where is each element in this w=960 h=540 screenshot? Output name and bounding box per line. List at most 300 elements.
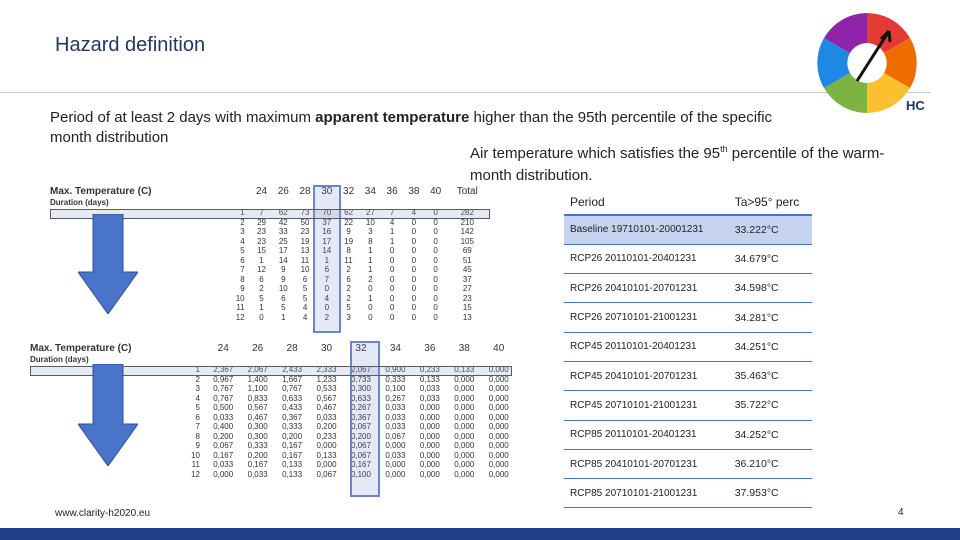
duration-cell: 5: [240, 246, 245, 255]
air-note-sup: th: [720, 144, 728, 154]
value-cell: 0,300: [247, 431, 268, 441]
value-cell: 210: [460, 217, 474, 227]
value-cell: 7: [259, 208, 264, 217]
value-cell: 0: [389, 255, 395, 265]
value-cell: 0,000: [454, 460, 475, 469]
duration-cell: 8: [240, 274, 245, 284]
value-cell: 0: [433, 246, 438, 255]
value-cell: 10: [278, 284, 288, 293]
value-cell: 0,033: [213, 412, 234, 422]
percentile-value-cell: 35.722°C: [729, 391, 812, 420]
value-cell: 6: [324, 265, 330, 274]
value-cell: 5: [281, 303, 286, 312]
value-cell: 0,033: [385, 450, 406, 460]
value-cell: 0,000: [419, 431, 440, 441]
value-cell: 0,033: [213, 460, 234, 469]
value-cell: 7: [324, 274, 330, 284]
footer-band: [0, 528, 960, 540]
percentile-column-header: Ta>95° perc: [729, 190, 812, 215]
value-cell: 0,000: [419, 412, 440, 422]
value-cell: 5: [346, 303, 351, 312]
percentile-value-cell: 37.953°C: [729, 479, 812, 508]
duration-cell: 11: [236, 303, 245, 312]
column-header: 28: [286, 343, 298, 354]
value-cell: 0: [411, 312, 417, 322]
down-arrow-icon: [78, 364, 138, 466]
value-cell: 33: [278, 227, 288, 236]
empty-cell: [240, 355, 274, 365]
duration-cell: 9: [195, 441, 200, 450]
value-cell: 0,100: [350, 469, 371, 479]
percentile-value-cell: 34.281°C: [729, 303, 812, 332]
value-cell: 0,000: [488, 384, 509, 393]
value-cell: 0: [433, 236, 438, 246]
value-cell: 5: [302, 284, 308, 293]
period-cell: RCP26 20710101-21001231: [564, 303, 729, 332]
period-cell: RCP45 20710101-21001231: [564, 391, 729, 420]
column-header: 38: [408, 186, 420, 197]
value-cell: 1,100: [247, 384, 268, 393]
title-divider: [0, 92, 930, 93]
value-cell: 16: [322, 227, 332, 236]
value-cell: 0,333: [247, 441, 268, 450]
value-cell: 0,067: [350, 450, 371, 460]
value-cell: 0,000: [454, 441, 475, 450]
value-cell: 0,767: [213, 384, 234, 393]
value-cell: 0: [411, 217, 417, 227]
value-cell: 9: [281, 274, 286, 284]
period-cell: RCP85 20110101-20401231: [564, 420, 729, 449]
value-cell: 282: [460, 208, 474, 217]
value-cell: 0,067: [350, 441, 371, 450]
duration-cell: 12: [235, 312, 245, 322]
value-cell: 1: [368, 255, 373, 265]
value-cell: 19: [300, 236, 310, 246]
counts-34-column-highlight: [313, 185, 341, 333]
value-cell: 12: [257, 265, 266, 274]
value-cell: 8: [346, 246, 351, 255]
period-column-header: Period: [564, 190, 729, 215]
column-header: 30: [321, 186, 333, 197]
value-cell: 4: [302, 312, 308, 322]
duration-cell: 6: [240, 255, 245, 265]
duration-cell: 10: [191, 450, 200, 460]
down-arrow-icon: [78, 214, 138, 314]
value-cell: 0: [433, 265, 438, 274]
temperature-axis-label: Max. Temperature (C): [30, 343, 132, 354]
percentile-value-cell: 33.222°C: [729, 215, 812, 244]
intro-text-bold: apparent temperature: [315, 109, 470, 126]
value-cell: 105: [460, 236, 474, 246]
empty-cell: [447, 198, 488, 208]
table-header-row: [28, 342, 516, 355]
value-cell: 9: [346, 227, 351, 236]
duration-cell: 2: [240, 217, 245, 227]
value-cell: 1,400: [247, 374, 268, 384]
value-cell: 0,467: [316, 403, 337, 412]
period-row: [564, 449, 812, 478]
period-row: [564, 332, 812, 361]
period-row: [564, 244, 812, 273]
column-header: Total: [456, 186, 478, 197]
duration-cell: 7: [240, 265, 245, 274]
table-header-row: [48, 185, 488, 198]
value-cell: 6: [302, 274, 308, 284]
value-cell: 0,033: [385, 412, 406, 422]
logo-hc-label: HC: [906, 98, 925, 113]
value-cell: 0,000: [454, 403, 475, 412]
value-cell: 37: [462, 274, 472, 284]
value-cell: 0,000: [454, 384, 475, 393]
value-cell: 0,300: [247, 422, 268, 431]
value-cell: 5: [302, 293, 308, 303]
value-cell: 0,033: [419, 384, 440, 393]
value-cell: 142: [460, 227, 474, 236]
value-cell: 2: [346, 284, 351, 293]
value-cell: 0,000: [454, 422, 475, 431]
value-cell: 0: [433, 312, 438, 322]
value-cell: 0: [389, 274, 395, 284]
value-cell: 1: [259, 303, 264, 312]
value-cell: 42: [278, 217, 288, 227]
value-cell: 23: [257, 236, 266, 246]
value-cell: 0,167: [247, 460, 268, 469]
duration-cell: 2: [195, 374, 200, 384]
value-cell: 0,133: [419, 374, 440, 384]
air-note-part2: percentile of the warm-month distribution.: [470, 145, 885, 184]
value-cell: 2: [368, 274, 373, 284]
website-url: www.clarity-h2020.eu: [55, 508, 151, 519]
column-header: 34: [364, 186, 376, 197]
value-cell: 0,767: [213, 393, 234, 403]
value-cell: 4: [324, 293, 330, 303]
value-cell: 0,000: [385, 460, 406, 469]
value-cell: 0,633: [282, 393, 303, 403]
value-cell: 0,300: [350, 384, 371, 393]
value-cell: 0,133: [282, 469, 303, 479]
value-cell: 0,233: [316, 431, 337, 441]
value-cell: 0,433: [282, 403, 303, 412]
value-cell: 0,567: [247, 403, 268, 412]
value-cell: 0: [389, 293, 395, 303]
value-cell: 0,200: [350, 431, 371, 441]
value-cell: 70: [322, 208, 332, 217]
percentile-value-cell: 36.210°C: [729, 449, 812, 478]
empty-cell: [309, 355, 343, 365]
column-header: 36: [424, 343, 436, 354]
duration-cell: 8: [195, 431, 200, 441]
column-header: 40: [493, 343, 505, 354]
value-cell: 0,267: [350, 403, 371, 412]
value-cell: 0,000: [488, 469, 509, 479]
value-cell: 0,033: [385, 403, 406, 412]
period-row: [564, 420, 812, 449]
value-cell: 0,000: [316, 460, 337, 469]
value-cell: 0,133: [454, 365, 475, 374]
value-cell: 3: [368, 227, 373, 236]
value-cell: 0: [411, 236, 417, 246]
value-cell: 11: [344, 255, 353, 265]
value-cell: 0,000: [488, 393, 509, 403]
value-cell: 1: [368, 293, 373, 303]
value-cell: 1: [389, 227, 395, 236]
value-cell: 7: [389, 208, 395, 217]
value-cell: 4: [411, 208, 417, 217]
period-cell: RCP45 20410101-20701231: [564, 361, 729, 390]
value-cell: 0,200: [213, 431, 234, 441]
value-cell: 0,000: [488, 365, 509, 374]
duration-axis-label: Duration (days): [30, 355, 89, 365]
value-cell: 0,167: [213, 450, 234, 460]
value-cell: 1: [368, 246, 373, 255]
value-cell: 1: [259, 255, 264, 265]
duration-cell: 5: [195, 403, 200, 412]
value-cell: 0: [411, 303, 417, 312]
value-cell: 10: [365, 217, 375, 227]
value-cell: 51: [462, 255, 472, 265]
value-cell: 29: [257, 217, 266, 227]
value-cell: 2,333: [316, 365, 337, 374]
value-cell: 0,167: [282, 450, 303, 460]
column-header: 24: [255, 186, 268, 197]
air-note-part1: Air temperature which satisfies the 95: [470, 145, 721, 162]
value-cell: 0,000: [488, 441, 509, 450]
value-cell: 6: [346, 274, 351, 284]
value-cell: 0,167: [282, 441, 303, 450]
empty-cell: [359, 198, 381, 208]
duration-cell: 7: [195, 422, 200, 431]
value-cell: 0: [389, 246, 395, 255]
value-cell: 13: [300, 246, 310, 255]
value-cell: 2,067: [350, 365, 371, 374]
table-row: [28, 470, 516, 480]
value-cell: 0,033: [419, 393, 440, 403]
value-cell: 69: [462, 246, 472, 255]
value-cell: 0,000: [213, 469, 234, 479]
value-cell: 0,067: [316, 469, 337, 479]
value-cell: 0: [389, 312, 395, 322]
value-cell: 0,133: [316, 450, 337, 460]
column-header: 36: [386, 186, 398, 197]
value-cell: 0,833: [247, 393, 268, 403]
value-cell: 11: [300, 255, 310, 265]
value-cell: 0,000: [488, 403, 509, 412]
value-cell: 0,000: [454, 412, 475, 422]
value-cell: 27: [462, 284, 472, 293]
value-cell: 0,567: [316, 393, 337, 403]
value-cell: 45: [462, 265, 472, 274]
value-cell: 0: [389, 265, 395, 274]
column-header: 34: [389, 343, 401, 354]
duration-cell: 1: [240, 208, 245, 217]
empty-cell: [425, 198, 447, 208]
value-cell: 10: [300, 265, 310, 274]
duration-cell: 4: [195, 393, 200, 403]
ratios-34-column-highlight: [350, 341, 380, 497]
value-cell: 0,067: [213, 441, 234, 450]
value-cell: 4: [389, 217, 395, 227]
value-cell: 23: [300, 227, 310, 236]
value-cell: 0: [433, 284, 438, 293]
column-header: 26: [277, 186, 289, 197]
intro-text-part2: higher than the 95th percentile of the specific month distribution: [50, 109, 773, 146]
intro-text-part1: Period of at least 2 days with maximum: [50, 109, 316, 126]
column-header: 28: [299, 186, 311, 197]
value-cell: 0,067: [385, 431, 406, 441]
value-cell: 0,000: [454, 374, 475, 384]
value-cell: 6: [281, 293, 286, 303]
duration-cell: 1: [195, 365, 200, 374]
period-cell: RCP26 20110101-20401231: [564, 244, 729, 273]
value-cell: 0,333: [385, 374, 406, 384]
duration-cell: 10: [235, 293, 245, 303]
value-cell: 0,000: [454, 450, 475, 460]
period-cell: RCP85 20710101-21001231: [564, 479, 729, 508]
value-cell: 2,433: [282, 365, 303, 374]
empty-cell: [275, 355, 309, 365]
value-cell: 1: [389, 236, 395, 246]
empty-cell: [272, 198, 294, 208]
value-cell: 27: [365, 208, 375, 217]
column-header: 30: [320, 343, 333, 354]
value-cell: 0,033: [316, 412, 337, 422]
value-cell: 0: [433, 293, 438, 303]
value-cell: 4: [302, 303, 308, 312]
duration-cell: 9: [240, 284, 245, 293]
value-cell: 0: [411, 293, 417, 303]
value-cell: 0,633: [350, 393, 371, 403]
value-cell: 0: [259, 312, 264, 322]
value-cell: 0,033: [247, 469, 268, 479]
value-cell: 0: [433, 274, 438, 284]
value-cell: 0: [324, 303, 330, 312]
value-cell: 0,533: [316, 384, 337, 393]
empty-cell: [378, 355, 412, 365]
empty-cell: [447, 355, 481, 365]
value-cell: 3: [346, 312, 351, 322]
value-cell: 0,000: [488, 460, 509, 469]
period-row: [564, 479, 812, 508]
value-cell: 0,000: [488, 431, 509, 441]
page-number: 4: [898, 507, 904, 518]
duration-cell: 12: [191, 469, 200, 479]
duration-cell: 4: [240, 236, 245, 246]
period-cell: RCP45 20110101-20401231: [564, 332, 729, 361]
period-percentile-table: [564, 190, 812, 508]
empty-cell: [381, 198, 403, 208]
value-cell: 0,200: [316, 422, 337, 431]
value-cell: 1: [324, 255, 330, 265]
value-cell: 0,000: [419, 441, 440, 450]
value-cell: 0,367: [350, 412, 371, 422]
duration-cell: 6: [195, 412, 200, 422]
period-row: [564, 391, 812, 420]
value-cell: 15: [462, 303, 472, 312]
period-cell: RCP85 20410101-20701231: [564, 449, 729, 478]
value-cell: 0,000: [419, 469, 440, 479]
value-cell: 2,367: [213, 365, 234, 374]
value-cell: 0: [433, 208, 438, 217]
value-cell: 0: [411, 284, 417, 293]
value-cell: 0,000: [488, 374, 509, 384]
value-cell: 0,967: [213, 374, 234, 384]
value-cell: 17: [278, 246, 288, 255]
value-cell: 2: [259, 284, 264, 293]
column-header: 24: [217, 343, 229, 354]
value-cell: 0,467: [247, 412, 268, 422]
value-cell: 0,367: [282, 412, 303, 422]
value-cell: 0: [389, 303, 395, 312]
value-cell: 0,500: [213, 403, 234, 412]
value-cell: 0,000: [419, 460, 440, 469]
value-cell: 8: [368, 236, 373, 246]
value-cell: 23: [462, 293, 472, 303]
value-cell: 1,233: [316, 374, 337, 384]
percentile-value-cell: 34.679°C: [729, 244, 812, 273]
empty-cell: [251, 198, 273, 208]
empty-cell: [403, 198, 425, 208]
column-header: 38: [458, 343, 470, 354]
column-header: 26: [252, 343, 264, 354]
empty-cell: [481, 355, 516, 365]
duration-cell: 11: [191, 460, 200, 469]
value-cell: 1,667: [282, 374, 303, 384]
value-cell: 0: [411, 246, 417, 255]
value-cell: 0: [368, 312, 373, 322]
value-cell: 0,233: [419, 365, 440, 374]
value-cell: 37: [322, 217, 332, 227]
duration-axis-label: Duration (days): [50, 198, 109, 208]
value-cell: 0,000: [385, 441, 406, 450]
value-cell: 0: [368, 303, 373, 312]
empty-cell: [206, 355, 240, 365]
period-row: [564, 274, 812, 303]
percentile-value-cell: 34.598°C: [729, 274, 812, 303]
value-cell: 0,000: [454, 469, 475, 479]
value-cell: 0: [433, 227, 438, 236]
value-cell: 14: [322, 246, 332, 255]
value-cell: 0,000: [454, 393, 475, 403]
value-cell: 0,267: [385, 393, 406, 403]
value-cell: 0: [433, 303, 438, 312]
value-cell: 0,167: [350, 460, 371, 469]
value-cell: 23: [257, 227, 266, 236]
value-cell: 17: [322, 236, 332, 246]
value-cell: 19: [344, 236, 354, 246]
value-cell: 0,000: [419, 422, 440, 431]
period-row: [564, 303, 812, 332]
table-subheader-row: [48, 198, 488, 208]
value-cell: 0,000: [488, 450, 509, 460]
value-cell: 2: [346, 293, 351, 303]
value-cell: 0: [411, 265, 417, 274]
value-cell: 62: [278, 208, 288, 217]
value-cell: 2: [346, 265, 351, 274]
value-cell: 0,067: [350, 422, 371, 431]
value-cell: 0,900: [385, 365, 406, 374]
baseline-row: [564, 215, 812, 244]
value-cell: 0,000: [419, 403, 440, 412]
period-cell: Baseline 19710101-20001231: [564, 215, 729, 244]
column-header: 32: [355, 343, 367, 354]
value-cell: 0,000: [419, 450, 440, 460]
value-cell: 1: [281, 312, 286, 322]
period-cell: RCP26 20410101-20701231: [564, 274, 729, 303]
air-temperature-note: [470, 138, 910, 187]
value-cell: 13: [462, 312, 472, 322]
value-cell: 0,400: [213, 422, 234, 431]
value-cell: 14: [278, 255, 288, 265]
